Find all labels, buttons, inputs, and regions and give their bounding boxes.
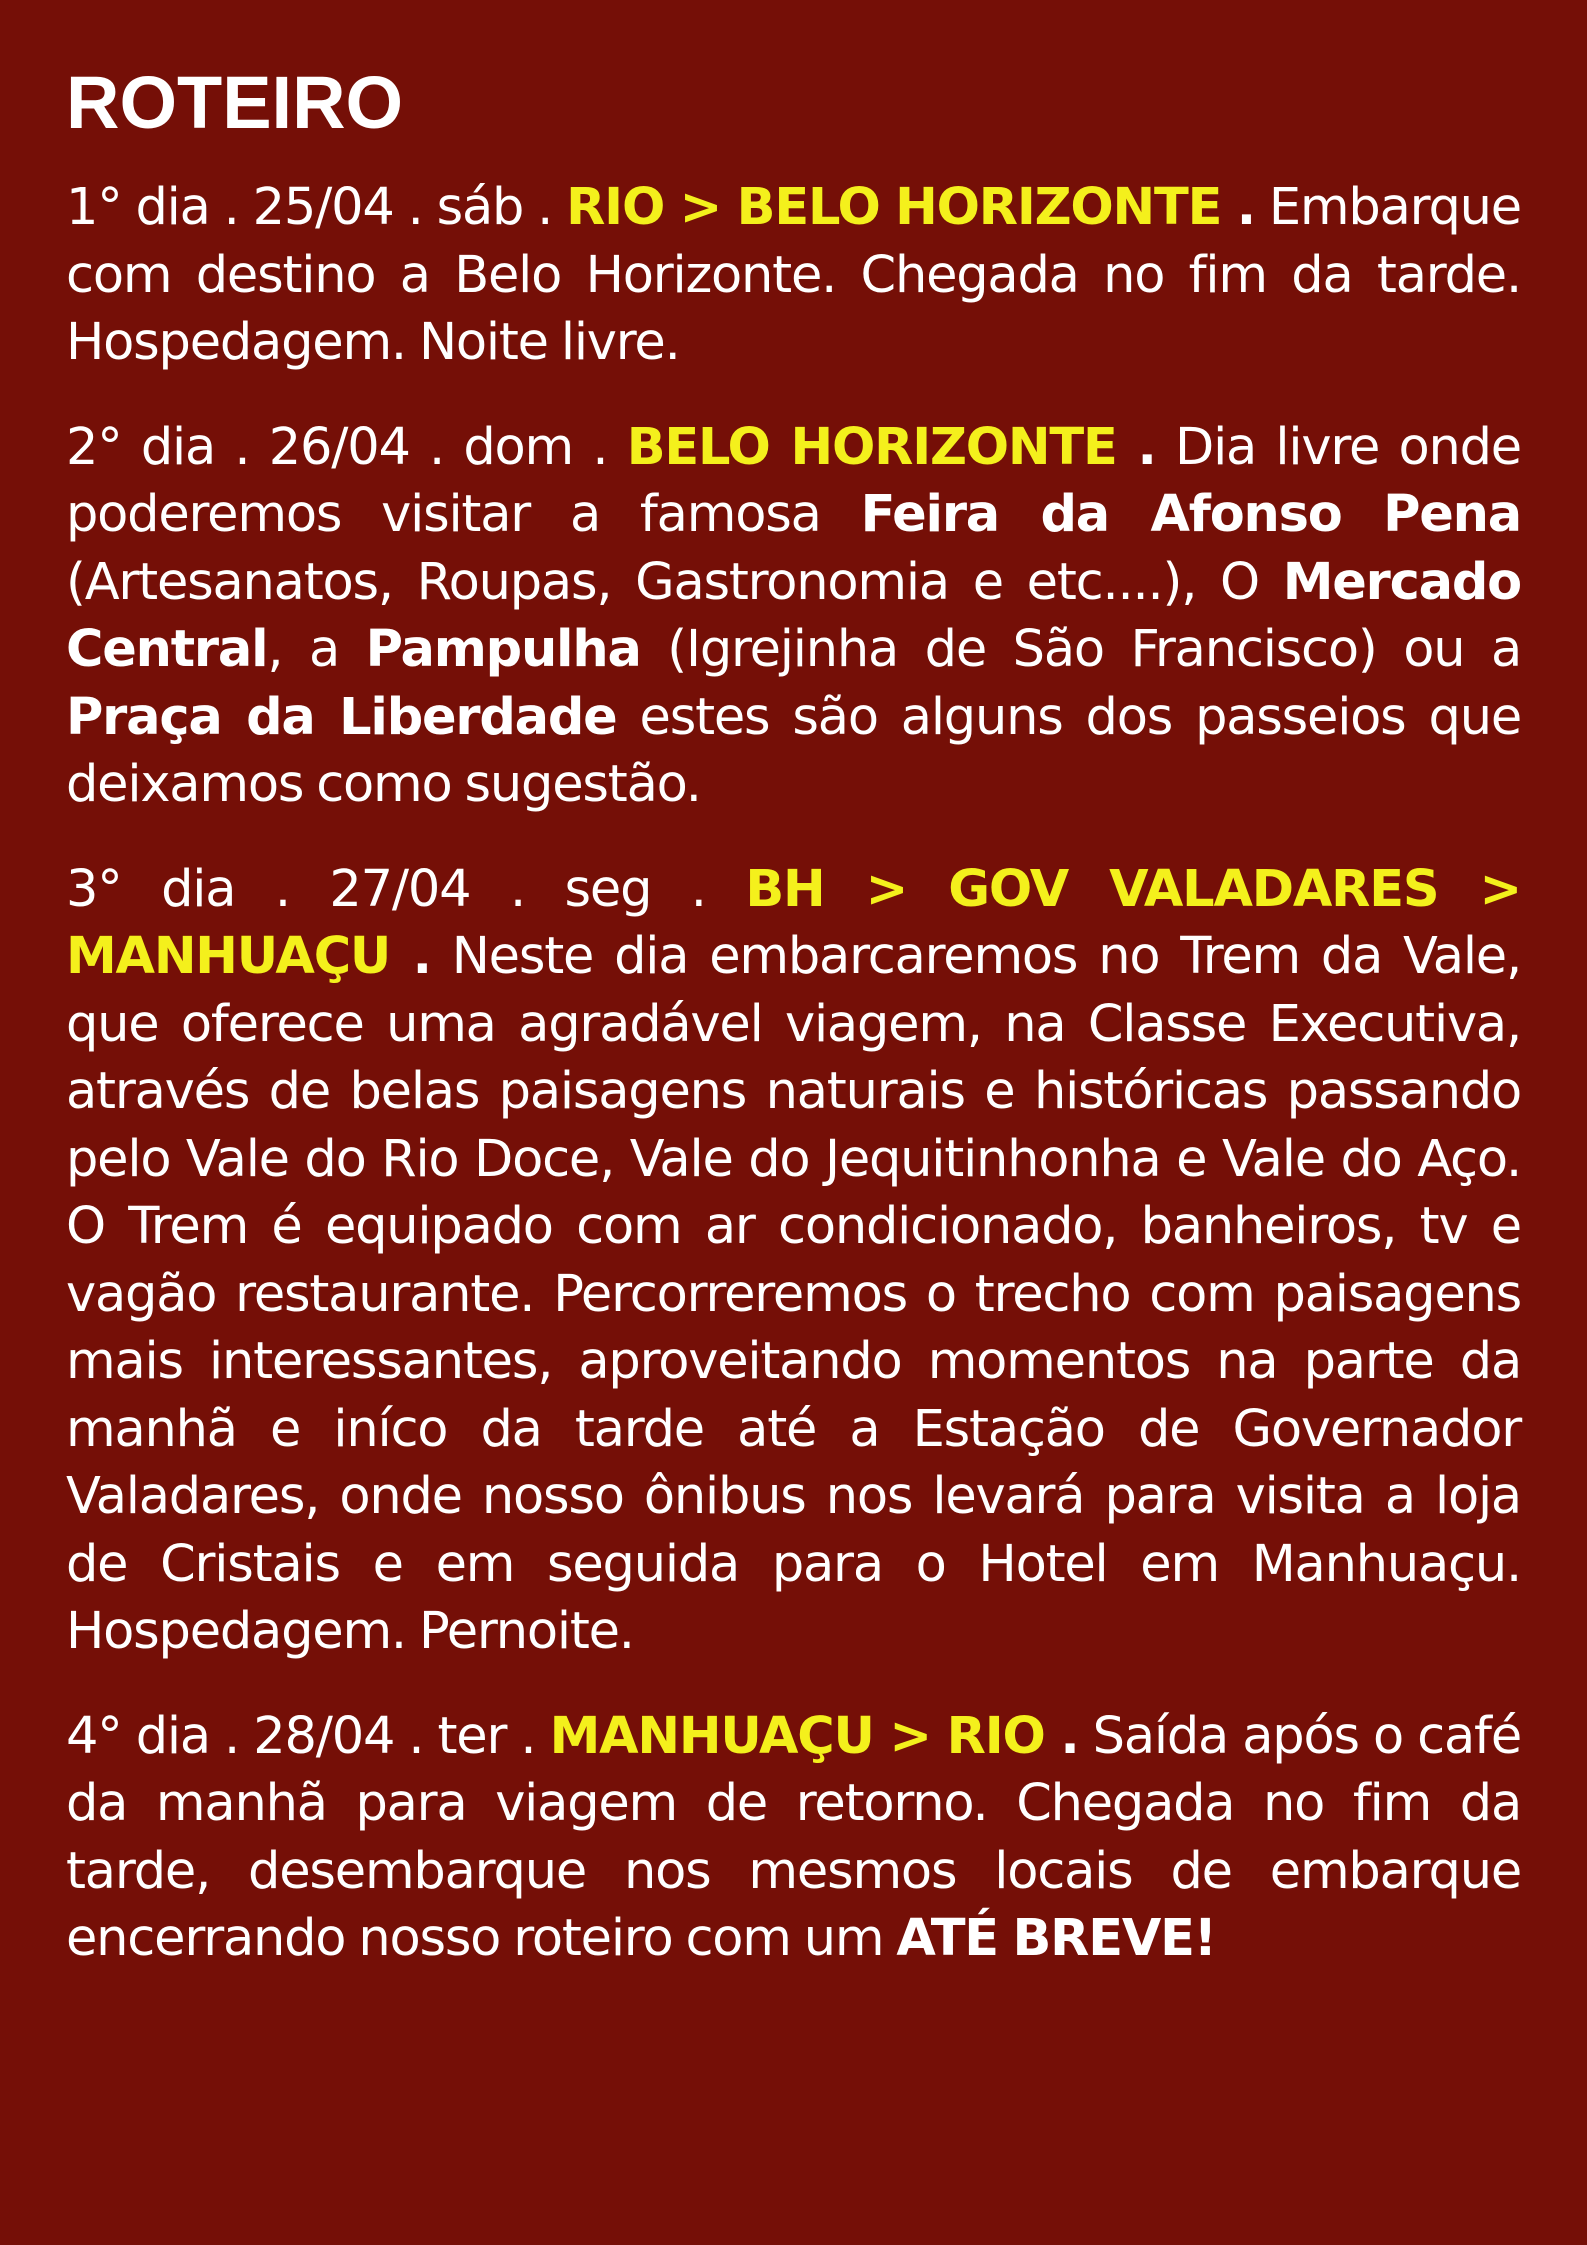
day-4-separator: . (1044, 1706, 1079, 1766)
day-2-route: BELO HORIZONTE (626, 417, 1117, 477)
day-2-highlight-feira: Feira da Afonso Pena (860, 485, 1521, 544)
day-3 (66, 856, 1521, 1666)
day-3-date: 3° dia . 27/04 . seg . (66, 859, 746, 919)
day-2-text-4: (Igrejinha de São Francisco) ou a (640, 620, 1521, 679)
day-2-text-2: (Artesanatos, Roupas, Gastronomia e etc....), O (66, 552, 1283, 612)
day-2-date: 2° dia . 26/04 . dom . (66, 417, 627, 477)
day-2-highlight-praca: Praça da Liberdade (66, 687, 617, 747)
day-1-separator: . (1221, 178, 1255, 237)
day-1-date: 1° dia . 25/04 . sáb . (66, 178, 567, 237)
day-2-highlight-mercado: Mercado Central (66, 552, 1521, 679)
day-3-description: Neste dia embarcaremos no Trem da Vale, que oferece uma agradável viagem, na Classe Executiva, através de belas paisagens naturais e históricas passando pelo Vale do Rio Doce, Vale do Jequitinhonha e Vale do Aço. O Trem é equipado com ar condicionado, banheiros, tv e vagão restaurante. Percorreremos o trecho com paisagens mais interessantes, aproveitando momentos na parte da manhã e iníco da tarde até a Estação de Governador Valadares, onde nosso ônibus nos levará para visita a loja de Cristais e em seguida para o Hotel em Manhuaçu. Hospedagem. Pernoite. (66, 927, 1521, 1661)
day-4-route: MANHUAÇU > RIO (549, 1706, 1045, 1766)
day-2-text-1: Dia livre onde poderemos visitar a famosa (66, 417, 1521, 544)
day-1-description: Embarque com destino a Belo Horizonte. Chegada no fim da tarde. Hospedagem. Noite livre. (66, 178, 1521, 372)
day-1 (66, 174, 1521, 377)
page-title: ROTEIRO (66, 61, 404, 144)
day-4-date: 4° dia . 28/04 . ter . (66, 1706, 550, 1766)
day-2-highlight-pampulha: Pampulha (365, 620, 641, 679)
day-2-separator: . (1116, 417, 1156, 477)
day-4-description: Saída após o café da manhã para viagem de retorno. Chegada no fim da tarde, desembarque nos mesmos locais de embarque encerrando nosso roteiro com um (66, 1706, 1521, 1968)
day-3-route: BH > GOV VALADARES > MANHUAÇU (66, 859, 1522, 986)
day-4 (66, 1703, 1521, 1973)
day-1-route: RIO > BELO HORIZONTE (566, 178, 1222, 237)
day-2-text-3: , a (267, 620, 366, 679)
day-4-closing: ATÉ BREVE! (896, 1909, 1216, 1968)
day-3-separator: . (390, 927, 431, 986)
day-2 (66, 414, 1521, 819)
day-2-text-5: estes são alguns dos passeios que deixamos como sugestão. (66, 687, 1521, 814)
